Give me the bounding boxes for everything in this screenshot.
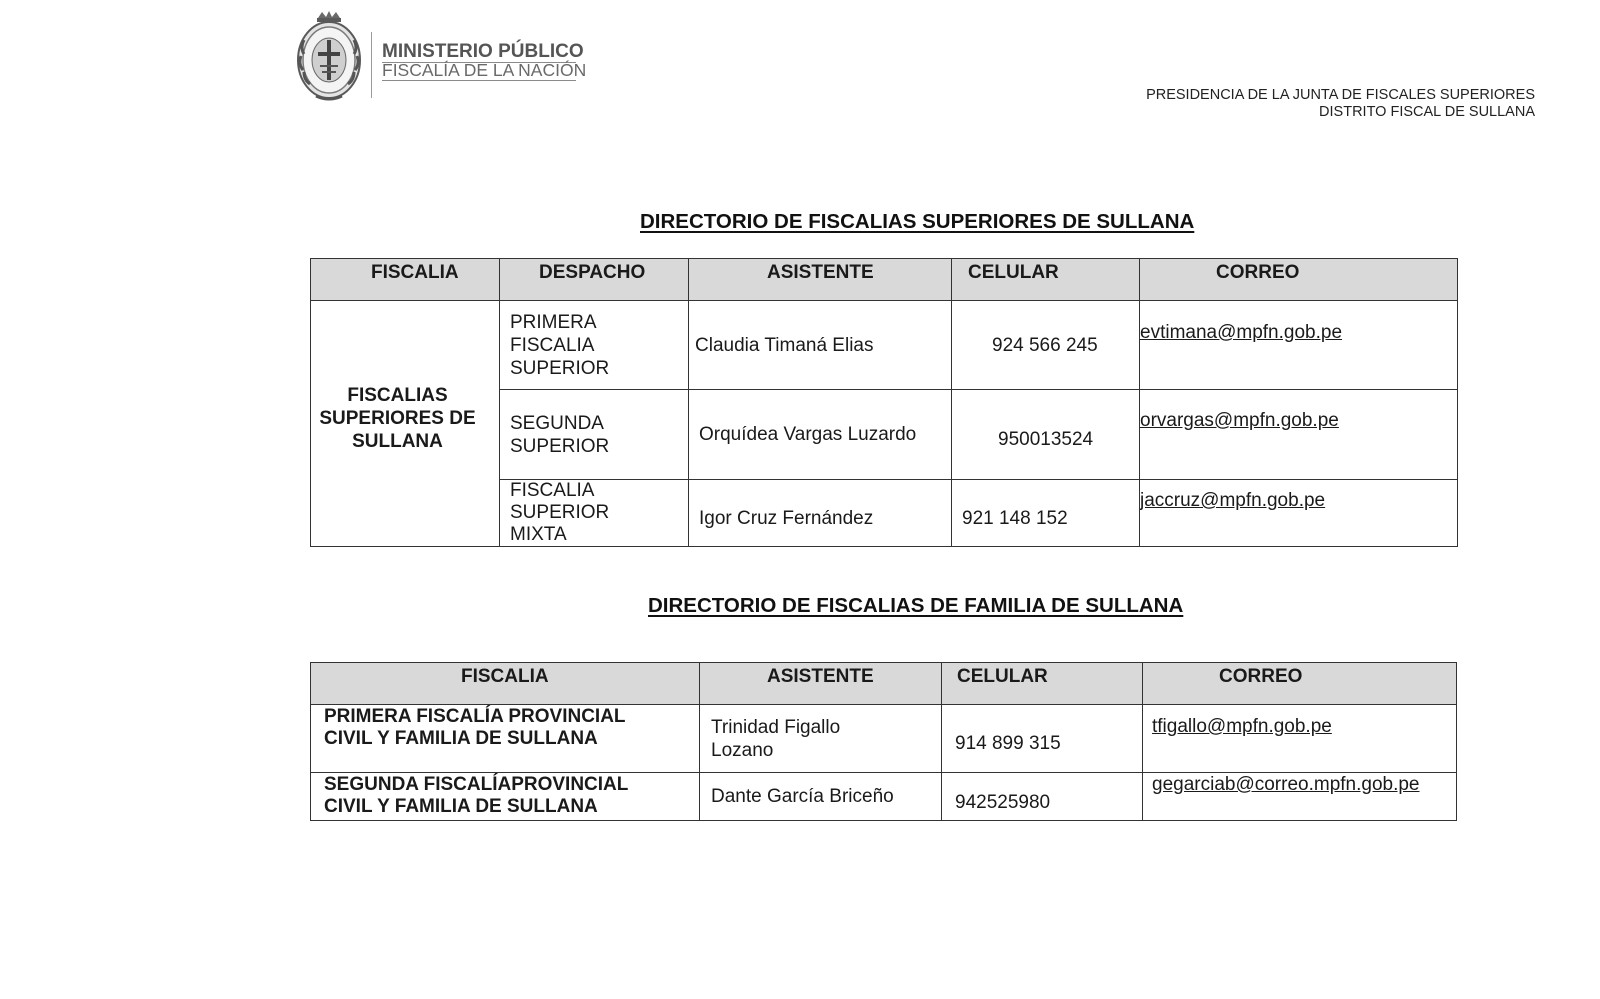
celular-cell: 921 148 152 [952, 480, 1140, 547]
correo-cell [1143, 705, 1457, 773]
col-fiscalia: FISCALIA [311, 663, 700, 705]
col-asistente: ASISTENTE [700, 663, 942, 705]
presidencia-line: PRESIDENCIA DE LA JUNTA DE FISCALES SUPERIORES [1146, 87, 1535, 103]
col-celular: CELULAR [942, 663, 1143, 705]
seal-icon [296, 10, 362, 102]
table-row [311, 773, 1457, 821]
celular-cell: 914 899 315 [942, 705, 1143, 773]
col-despacho: DESPACHO [500, 259, 689, 301]
presidencia-header [1146, 87, 1535, 121]
celular-cell: 950013524 [952, 390, 1140, 480]
despacho-cell: SEGUNDA SUPERIOR [500, 390, 689, 480]
correo-cell [1140, 301, 1458, 390]
table-header-row [311, 259, 1458, 301]
fiscalia-superiores-cell: FISCALIAS SUPERIORES DE SULLANA [311, 301, 500, 547]
table-familia [310, 662, 1457, 821]
email-link[interactable]: evtimana@mpfn.gob.pe [1140, 322, 1343, 343]
celular-cell: 942525980 [942, 773, 1143, 821]
distrito-line: DISTRITO FISCAL DE SULLANA [1319, 104, 1535, 120]
email-link[interactable]: tfigallo@mpfn.gob.pe [1152, 716, 1332, 737]
col-asistente: ASISTENTE [689, 259, 952, 301]
email-link[interactable]: gegarciab@correo.mpfn.gob.pe [1152, 774, 1420, 795]
asistente-cell: Orquídea Vargas Luzardo [689, 390, 952, 480]
logo-title: MINISTERIO PÚBLICO [382, 41, 584, 62]
fiscalia-cell: SEGUNDA FISCALÍAPROVINCIAL CIVIL Y FAMILIA DE SULLANA [311, 773, 700, 821]
fiscalia-cell: PRIMERA FISCALÍA PROVINCIAL CIVIL Y FAMILIA DE SULLANA [311, 705, 700, 773]
table-header-row [311, 663, 1457, 705]
table-row [311, 705, 1457, 773]
email-link[interactable]: jaccruz@mpfn.gob.pe [1140, 490, 1326, 511]
asistente-cell: Trinidad Figallo Lozano [700, 705, 942, 773]
col-fiscalia: FISCALIA [311, 259, 500, 301]
table-superiores [310, 258, 1458, 547]
email-link[interactable]: orvargas@mpfn.gob.pe [1140, 410, 1339, 431]
logo-subtitle: FISCALÍA DE LA NACIÓN [382, 60, 587, 80]
asistente-cell: Igor Cruz Fernández [689, 480, 952, 547]
col-correo: CORREO [1140, 259, 1458, 301]
logo-rule [382, 80, 576, 81]
asistente-cell: Claudia Timaná Elias [689, 301, 952, 390]
col-celular: CELULAR [952, 259, 1140, 301]
table-row [311, 301, 1458, 390]
title-familia: DIRECTORIO DE FISCALIAS DE FAMILIA DE SULLANA [648, 594, 1184, 617]
despacho-cell: FISCALIA SUPERIOR MIXTA [500, 480, 689, 547]
correo-cell [1140, 390, 1458, 480]
ministerio-logo [296, 10, 586, 102]
correo-cell [1140, 480, 1458, 547]
asistente-cell: Dante García Briceño [700, 773, 942, 821]
logo-divider [371, 32, 372, 98]
despacho-cell: PRIMERA FISCALIA SUPERIOR [500, 301, 689, 390]
title-superiores: DIRECTORIO DE FISCALIAS SUPERIORES DE SULLANA [640, 210, 1195, 233]
correo-cell [1143, 773, 1457, 821]
col-correo: CORREO [1143, 663, 1457, 705]
celular-cell: 924 566 245 [952, 301, 1140, 390]
